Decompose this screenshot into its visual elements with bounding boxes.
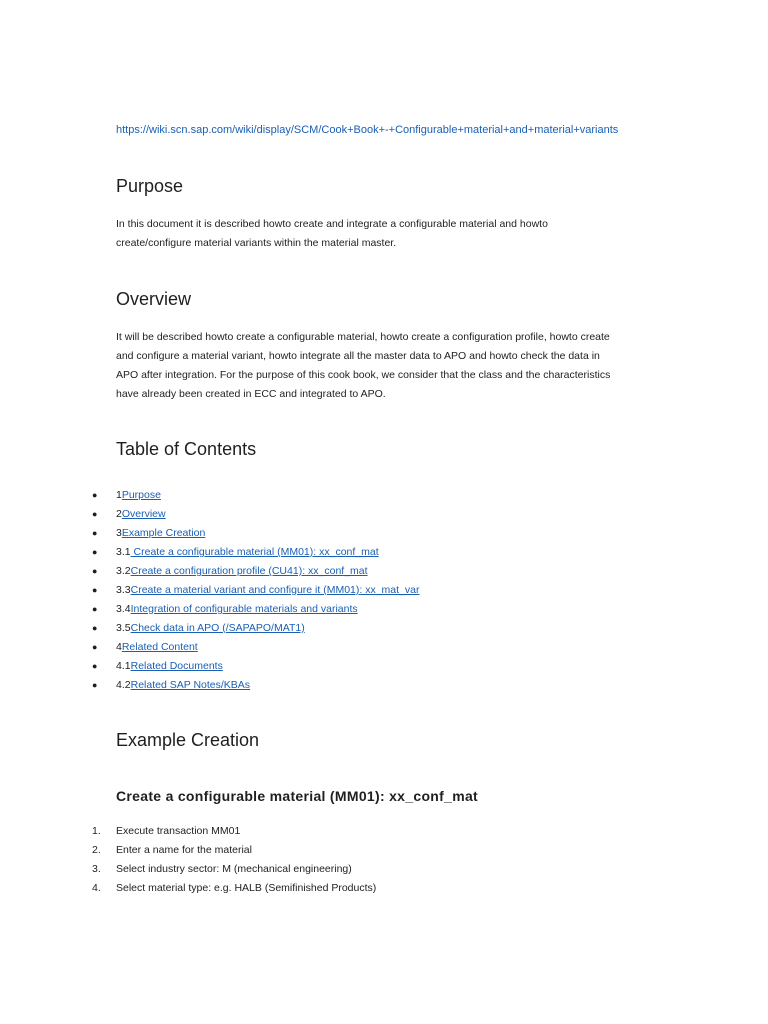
bullet-icon: ● [92,623,98,633]
toc-link-create-configuration-profile[interactable]: Create a configuration profile (CU41): xx_conf_mat [130,565,368,577]
bullet-icon: ● [92,528,98,538]
toc-link-example-creation[interactable]: Example Creation [121,527,206,539]
example-creation-heading: Example Creation [116,730,260,750]
toc-item-number: 4.1 [116,660,131,672]
overview-paragraph [116,328,646,404]
toc-link-check-data-apo[interactable]: Check data in APO (/SAPAPO/MAT1) [130,622,305,634]
overview-line: have already been created in ECC and integrated to APO. [116,388,386,400]
bullet-icon: ● [92,566,98,576]
toc-item-number: 3.1 [116,546,131,558]
bullet-icon: ● [92,661,98,671]
toc-link-integration[interactable]: Integration of configurable materials and variants [130,603,358,615]
toc-item-number: 3 [116,527,122,539]
overview-line: It will be described howto create a configurable material, howto create a configuration profile, howto create [116,331,610,343]
create-configurable-material-heading: Create a configurable material (MM01): xx_conf_mat [116,788,478,804]
step-number: 1. [92,825,101,837]
toc-link-related-content[interactable]: Related Content [121,641,198,653]
step-number: 2. [92,844,101,856]
purpose-line: create/configure material variants within the material master. [116,237,397,249]
toc-item-number: 4 [116,641,122,653]
bullet-icon: ● [92,509,98,519]
toc-link-create-material-variant[interactable]: Create a material variant and configure it (MM01): xx_mat_var [130,584,420,596]
step-number: 4. [92,882,101,894]
bullet-icon: ● [92,585,98,595]
source-url-link[interactable]: https://wiki.scn.sap.com/wiki/display/SCM/Cook+Book+-+Configurable+material+and+material+variants [116,124,619,136]
toc-item-number: 1 [116,489,122,501]
toc-item-number: 3.5 [116,622,131,634]
toc-link-create-configurable-material[interactable]: Create a configurable material (MM01): xx_conf_mat [130,546,379,558]
overview-heading: Overview [116,289,192,309]
step-text: Enter a name for the material [116,844,252,856]
bullet-icon: ● [92,604,98,614]
purpose-line: In this document it is described howto create and integrate a configurable material and howto [116,218,548,230]
overview-line: APO after integration. For the purpose of this cook book, we consider that the class and the characteristics [116,369,611,381]
step-number: 3. [92,863,101,875]
bullet-icon: ● [92,642,98,652]
bullet-icon: ● [92,547,98,557]
toc-link-related-documents[interactable]: Related Documents [130,660,223,672]
bullet-icon: ● [92,680,98,690]
toc-item-number: 3.4 [116,603,131,615]
toc-link-overview[interactable]: Overview [121,508,166,520]
purpose-paragraph [116,215,646,253]
toc-heading: Table of Contents [116,439,257,459]
purpose-heading: Purpose [116,176,184,196]
toc-link-purpose[interactable]: Purpose [121,489,161,501]
toc-item-number: 2 [116,508,122,520]
toc-link-related-sap-notes[interactable]: Related SAP Notes/KBAs [130,679,251,691]
overview-line: and configure a material variant, howto integrate all the master data to APO and howto check the data in [116,350,600,362]
toc-item-number: 4.2 [116,679,131,691]
toc-item-number: 3.3 [116,584,131,596]
step-text: Select material type: e.g. HALB (Semifinished Products) [116,882,377,894]
toc-item-number: 3.2 [116,565,131,577]
step-text: Select industry sector: M (mechanical engineering) [116,863,352,875]
bullet-icon: ● [92,490,98,500]
step-text: Execute transaction MM01 [116,825,241,837]
